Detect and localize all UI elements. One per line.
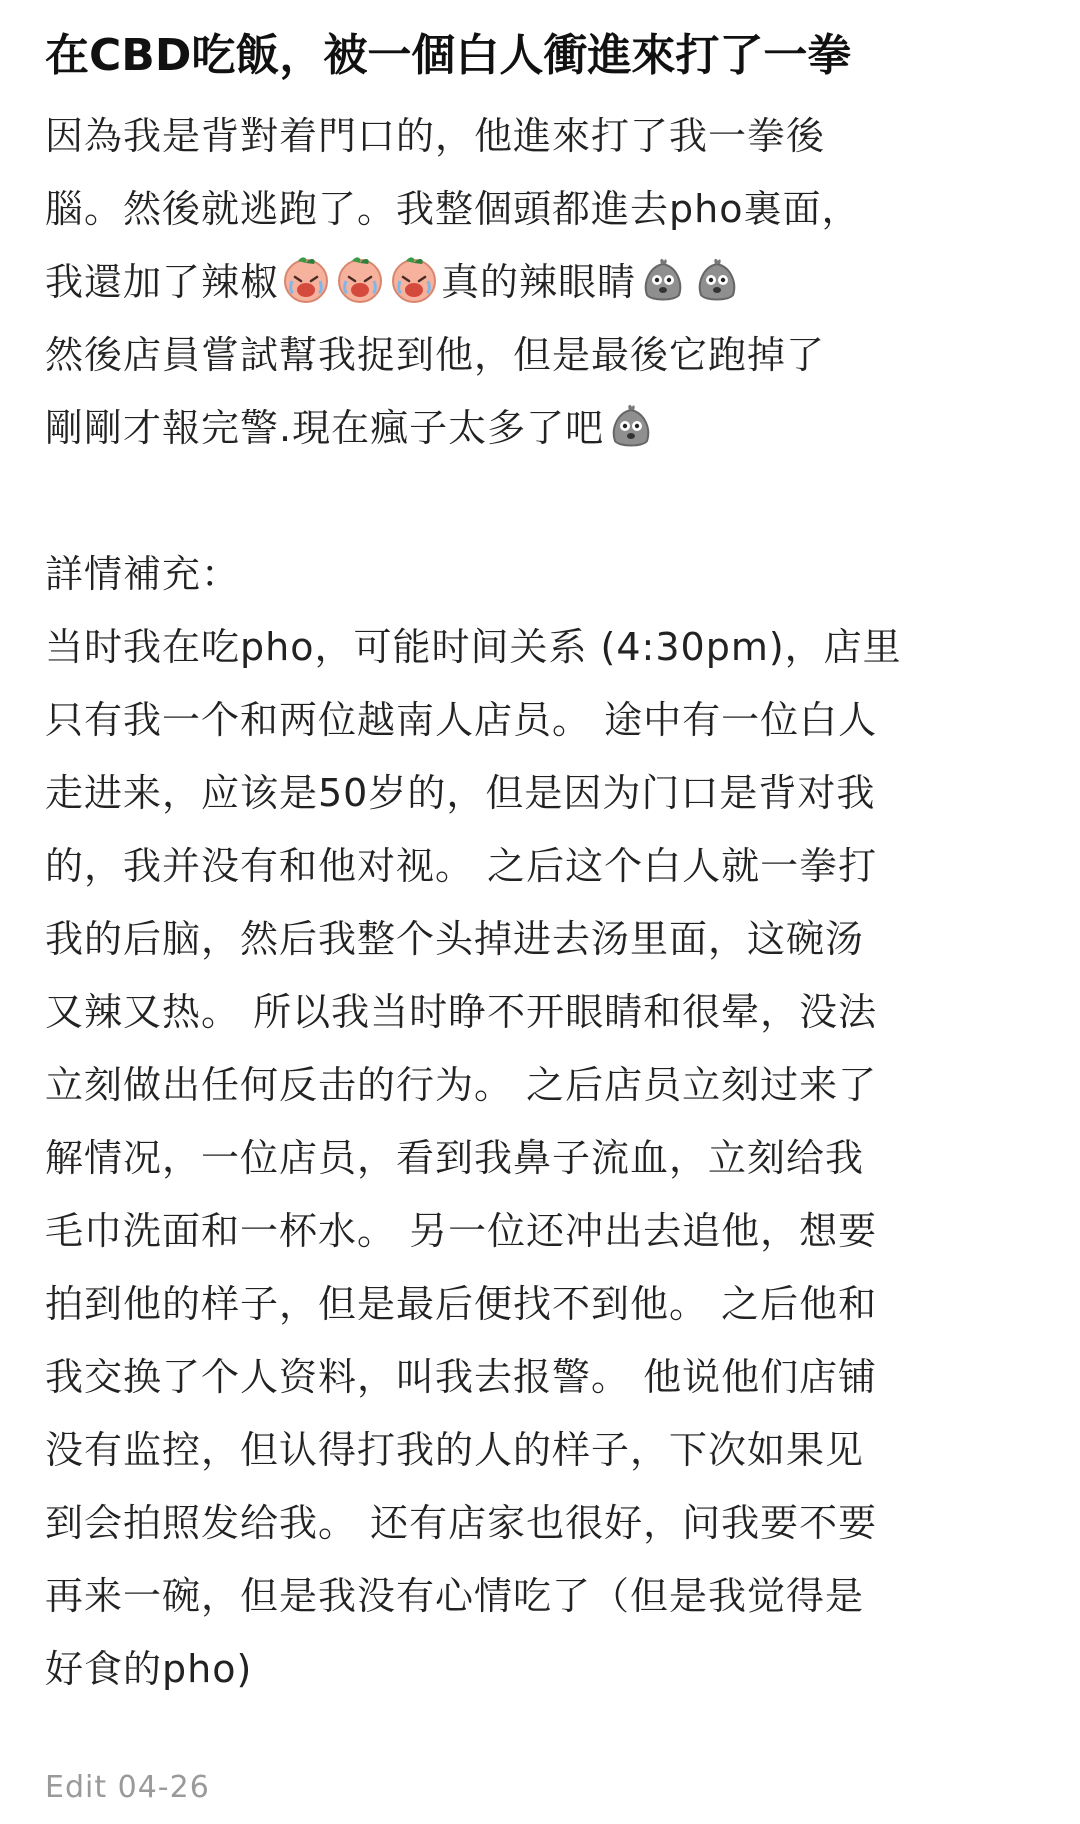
paragraph-spacer <box>45 465 1040 538</box>
crying-spicy-peach-icon <box>334 253 386 305</box>
post-body <box>45 100 1040 1706</box>
details-line: 再来一碗，但是我没有心情吃了（但是我觉得是 <box>45 1574 865 1618</box>
body-line-with-emojis <box>45 246 1040 319</box>
details-line: 我的后脑，然后我整个头掉进去汤里面，这碗汤 <box>45 917 865 961</box>
details-line: 拍到他的样子，但是最后便找不到他。 之后他和 <box>45 1282 878 1326</box>
details-line: 到会拍照发给我。 还有店家也很好，问我要不要 <box>45 1501 878 1545</box>
post-title: 在CBD吃飯，被一個白人衝進來打了一拳 <box>45 30 852 81</box>
details-line: 毛巾洗面和一杯水。 另一位还冲出去追他，想要 <box>45 1209 878 1253</box>
shocked-blob-icon <box>605 399 657 451</box>
body-line: 因為我是背對着門口的，他進來打了我一拳後 <box>45 114 826 158</box>
details-line: 解情况，一位店员，看到我鼻子流血，立刻给我 <box>45 1136 865 1180</box>
details-line: 没有监控，但认得打我的人的样子，下次如果见 <box>45 1428 865 1472</box>
details-line: 好食的pho) <box>45 1647 253 1691</box>
body-text: 真的辣眼睛 <box>441 260 637 304</box>
crying-spicy-peach-icon <box>280 253 332 305</box>
body-text: 剛剛才報完警.現在瘋子太多了吧 <box>45 406 605 450</box>
details-heading: 詳情補充： <box>45 552 241 596</box>
details-line: 我交换了个人资料，叫我去报警。 他说他们店铺 <box>45 1355 878 1399</box>
body-line-with-emoji <box>45 392 1040 465</box>
details-line: 又辣又热。 所以我当时睁不开眼睛和很晕，没法 <box>45 990 878 1034</box>
details-line: 当时我在吃pho，可能时间关系 (4:30pm)，店里 <box>45 625 902 669</box>
shocked-blob-icon <box>637 253 689 305</box>
shocked-blob-icon <box>691 253 743 305</box>
details-line: 的，我并没有和他对视。 之后这个白人就一拳打 <box>45 844 878 888</box>
body-text: 我還加了辣椒 <box>45 260 280 304</box>
body-line: 然後店員嘗試幫我捉到他，但是最後它跑掉了 <box>45 333 826 377</box>
details-line: 立刻做出任何反击的行为。 之后店员立刻过来了 <box>45 1063 878 1107</box>
details-line: 走进来，应该是50岁的，但是因为门口是背对我 <box>45 771 876 815</box>
body-line: 腦。然後就逃跑了。我整個頭都進去pho裏面， <box>45 187 861 231</box>
crying-spicy-peach-icon <box>388 253 440 305</box>
details-line: 只有我一个和两位越南人店员。 途中有一位白人 <box>45 698 878 742</box>
edit-timestamp: Edit 04-26 <box>45 1770 210 1805</box>
